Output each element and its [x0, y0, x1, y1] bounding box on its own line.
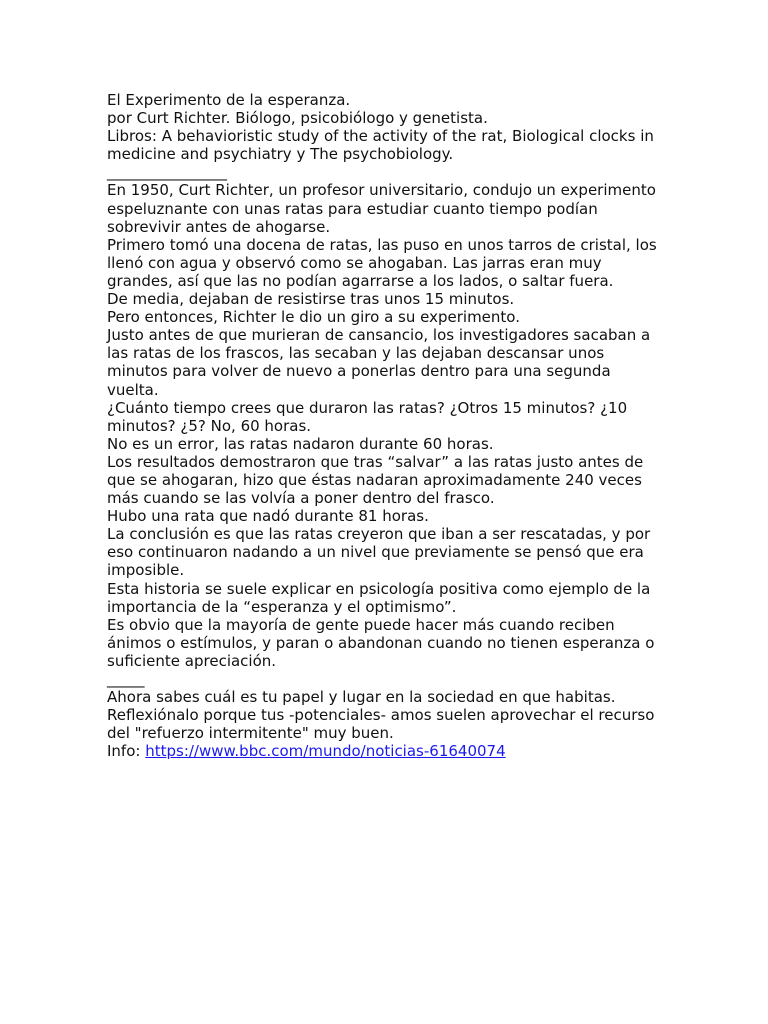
body-line: La conclusión es que las ratas creyeron que iban a ser rescatadas, y por: [107, 525, 651, 544]
document-page: [107, 91, 667, 760]
header-line: por Curt Richter. Biólogo, psicobiólogo y genetista.: [107, 109, 488, 128]
info-link[interactable]: https://www.bbc.com/mundo/noticias-61640074: [145, 742, 506, 761]
body-line: sobrevivir antes de ahogarse.: [107, 217, 331, 236]
body-line: ¿Cuánto tiempo crees que duraron las ratas? ¿Otros 15 minutos? ¿10: [107, 398, 628, 417]
body-line: importancia de la “esperanza y el optimismo”.: [107, 597, 457, 616]
body-line: De media, dejaban de resistirse tras unos 15 minutos.: [107, 290, 515, 309]
body-line: En 1950, Curt Richter, un profesor universitario, condujo un experimento: [107, 181, 656, 200]
body-line: que se ahogaran, hizo que éstas nadaran aproximadamente 240 veces: [107, 470, 642, 489]
body-line: minutos? ¿5? No, 60 horas.: [107, 416, 312, 435]
info-label: Info:: [107, 742, 146, 761]
body-line: Esta historia se suele explicar en psicología positiva como ejemplo de la: [107, 579, 651, 598]
header-line: Libros: A behavioristic study of the activity of the rat, Biological clocks in: [107, 127, 654, 146]
body-line: Primero tomó una docena de ratas, las puso en unos tarros de cristal, los: [107, 235, 657, 254]
body-line: más cuando se las volvía a poner dentro del frasco.: [107, 489, 495, 508]
body-line: las ratas de los frascos, las secaban y las dejaban descansar unos: [107, 344, 605, 363]
body-line: vuelta.: [107, 380, 159, 399]
body-line: Hubo una rata que nadó durante 81 horas.: [107, 507, 429, 526]
closing-line: Ahora sabes cuál es tu papel y lugar en la sociedad en que habitas.: [107, 688, 616, 707]
info-line: [107, 742, 667, 760]
body-line: imposible.: [107, 561, 185, 580]
separator-long: ________________: [107, 163, 227, 182]
separator-short: _____: [107, 670, 145, 688]
body-line: Justo antes de que murieran de cansancio, los investigadores sacaban a: [107, 326, 651, 345]
closing-line: Reflexiónalo porque tus -potenciales- amos suelen aprovechar el recurso: [107, 706, 655, 725]
body-line: suficiente apreciación.: [107, 651, 277, 670]
body-line: minutos para volver de nuevo a ponerlas dentro para una segunda: [107, 362, 611, 381]
body-line: Pero entonces, Richter le dio un giro a su experimento.: [107, 308, 520, 327]
closing-line: del "refuerzo intermitente" muy buen.: [107, 724, 394, 743]
body-line: llenó con agua y observó como se ahogaban. Las jarras eran muy: [107, 253, 602, 272]
body-line: Es obvio que la mayoría de gente puede hacer más cuando reciben: [107, 615, 615, 634]
body-line: No es un error, las ratas nadaron durante 60 horas.: [107, 434, 494, 453]
body-line: grandes, así que las no podían agarrarse a los lados, o saltar fuera.: [107, 271, 614, 290]
body-line: eso continuaron nadando a un nivel que previamente se pensó que era: [107, 543, 644, 562]
body-line: espeluznante con unas ratas para estudiar cuanto tiempo podían: [107, 199, 598, 218]
body-line: Los resultados demostraron que tras “salvar” a las ratas justo antes de: [107, 452, 644, 471]
document-body: [107, 181, 667, 670]
header-line: medicine and psychiatry y The psychobiology.: [107, 145, 454, 164]
header-line: El Experimento de la esperanza.: [107, 91, 351, 109]
document-header: [107, 91, 667, 163]
document-closing: [107, 688, 667, 742]
body-line: ánimos o estímulos, y paran o abandonan cuando no tienen esperanza o: [107, 633, 655, 652]
